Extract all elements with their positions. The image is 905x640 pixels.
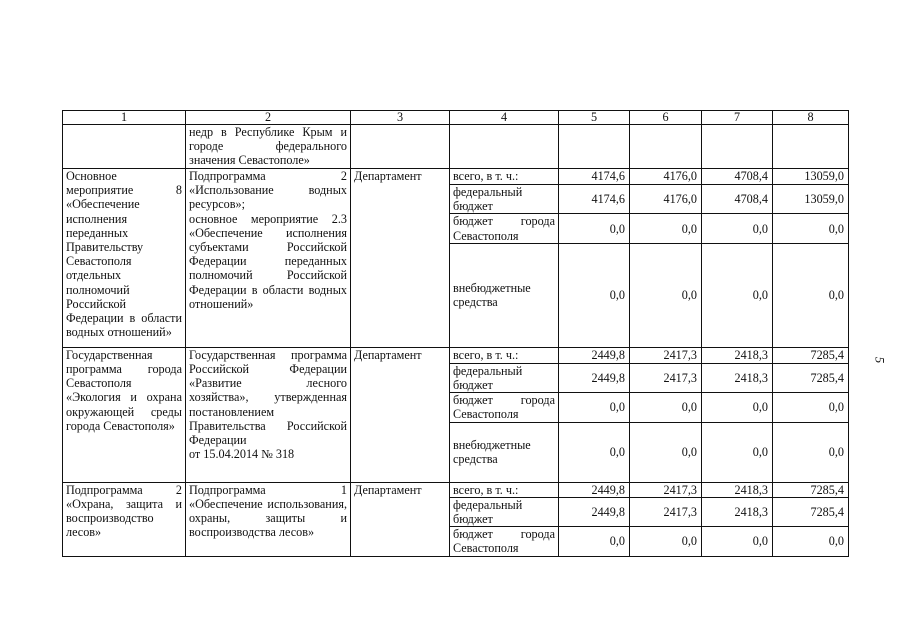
funding-source: всего, в т. ч.: [450, 347, 559, 363]
continuation-col7 [702, 125, 773, 169]
value-col5: 2449,8 [559, 482, 630, 497]
value-col7: 2418,3 [702, 363, 773, 392]
header-col-7: 7 [702, 111, 773, 125]
value-col8: 0,0 [773, 243, 849, 347]
header-col-5: 5 [559, 111, 630, 125]
responsible-executor: Департамент [351, 169, 450, 348]
page-number: 5 [872, 356, 888, 364]
funding-source: всего, в т. ч.: [450, 169, 559, 185]
header-col-2: 2 [186, 111, 351, 125]
value-col8: 0,0 [773, 393, 849, 422]
funding-source: всего, в т. ч.: [450, 482, 559, 497]
value-col6: 2417,3 [630, 347, 702, 363]
continuation-col8 [773, 125, 849, 169]
value-col7: 2418,3 [702, 497, 773, 526]
value-col8: 13059,0 [773, 169, 849, 185]
value-col7: 0,0 [702, 243, 773, 347]
measure-name: Основное мероприятие 8 «Обеспечение исполнения переданных Правительству Севастополя отдельных полномочий Российской Федерации в области водных отношений» [63, 169, 186, 348]
value-col6: 0,0 [630, 214, 702, 243]
value-col5: 0,0 [559, 214, 630, 243]
table-row [63, 482, 849, 497]
responsible-executor: Департамент [351, 347, 450, 482]
value-col5: 2449,8 [559, 347, 630, 363]
value-col5: 2449,8 [559, 497, 630, 526]
value-col6: 0,0 [630, 243, 702, 347]
value-col6: 4176,0 [630, 185, 702, 214]
subprogram-name-federal: Подпрограмма 1 «Обеспечение использования, охраны, защиты и воспроизводства лесов» [186, 482, 351, 556]
funding-source: бюджет города Севастополя [450, 214, 559, 243]
value-col8: 0,0 [773, 422, 849, 482]
table-row [63, 169, 849, 185]
value-col6: 2417,3 [630, 363, 702, 392]
value-col5: 0,0 [559, 243, 630, 347]
funding-table [62, 110, 849, 557]
value-col5: 2449,8 [559, 363, 630, 392]
header-col-6: 6 [630, 111, 702, 125]
continuation-col3 [351, 125, 450, 169]
value-col8: 7285,4 [773, 497, 849, 526]
value-col7: 0,0 [702, 214, 773, 243]
value-col8: 7285,4 [773, 482, 849, 497]
continuation-col6 [630, 125, 702, 169]
header-row [63, 111, 849, 125]
value-col6: 0,0 [630, 527, 702, 556]
funding-source: внебюджетные средства [450, 422, 559, 482]
value-col7: 4708,4 [702, 185, 773, 214]
program-name: Подпрограмма 2 «Использование водных ресурсов»; основное мероприятие 2.3 «Обеспечение исполнения субъектами Российской Федерации переданных полномочий Российской Федерации в области водных отношений» [186, 169, 351, 348]
value-col7: 2418,3 [702, 347, 773, 363]
continuation-col1 [63, 125, 186, 169]
value-col5: 0,0 [559, 422, 630, 482]
value-col7: 0,0 [702, 422, 773, 482]
value-col8: 7285,4 [773, 347, 849, 363]
value-col8: 0,0 [773, 527, 849, 556]
value-col6: 0,0 [630, 422, 702, 482]
value-col7: 0,0 [702, 527, 773, 556]
funding-source: федеральный бюджет [450, 363, 559, 392]
value-col5: 4174,6 [559, 185, 630, 214]
funding-source: бюджет города Севастополя [450, 393, 559, 422]
header-col-4: 4 [450, 111, 559, 125]
funding-source: федеральный бюджет [450, 185, 559, 214]
table-row [63, 347, 849, 363]
program-name-city: Государственная программа города Севастополя «Экология и охрана окружающей среды города Севастополя» [63, 347, 186, 482]
program-name-federal: Государственная программа Российской Федерации «Развитие лесного хозяйства», утвержденная постановлением Правительства Российской Федерации от 15.04.2014 № 318 [186, 347, 351, 482]
value-col8: 7285,4 [773, 363, 849, 392]
continuation-col5 [559, 125, 630, 169]
value-col6: 2417,3 [630, 482, 702, 497]
value-col7: 0,0 [702, 393, 773, 422]
value-col5: 4174,6 [559, 169, 630, 185]
continuation-col4 [450, 125, 559, 169]
funding-source: внебюджетные средства [450, 243, 559, 347]
header-col-3: 3 [351, 111, 450, 125]
value-col5: 0,0 [559, 527, 630, 556]
continuation-col2: недр в Республике Крым и городе федерального значения Севастополе» [186, 125, 351, 169]
value-col7: 2418,3 [702, 482, 773, 497]
subprogram-name-city: Подпрограмма 2 «Охрана, защита и воспроизводство лесов» [63, 482, 186, 556]
value-col6: 4176,0 [630, 169, 702, 185]
value-col7: 4708,4 [702, 169, 773, 185]
value-col8: 0,0 [773, 214, 849, 243]
value-col6: 2417,3 [630, 497, 702, 526]
value-col8: 13059,0 [773, 185, 849, 214]
value-col6: 0,0 [630, 393, 702, 422]
continuation-row [63, 125, 849, 169]
funding-source: федеральный бюджет [450, 497, 559, 526]
header-col-1: 1 [63, 111, 186, 125]
header-col-8: 8 [773, 111, 849, 125]
value-col5: 0,0 [559, 393, 630, 422]
funding-source: бюджет города Севастополя [450, 527, 559, 556]
responsible-executor: Департамент [351, 482, 450, 556]
